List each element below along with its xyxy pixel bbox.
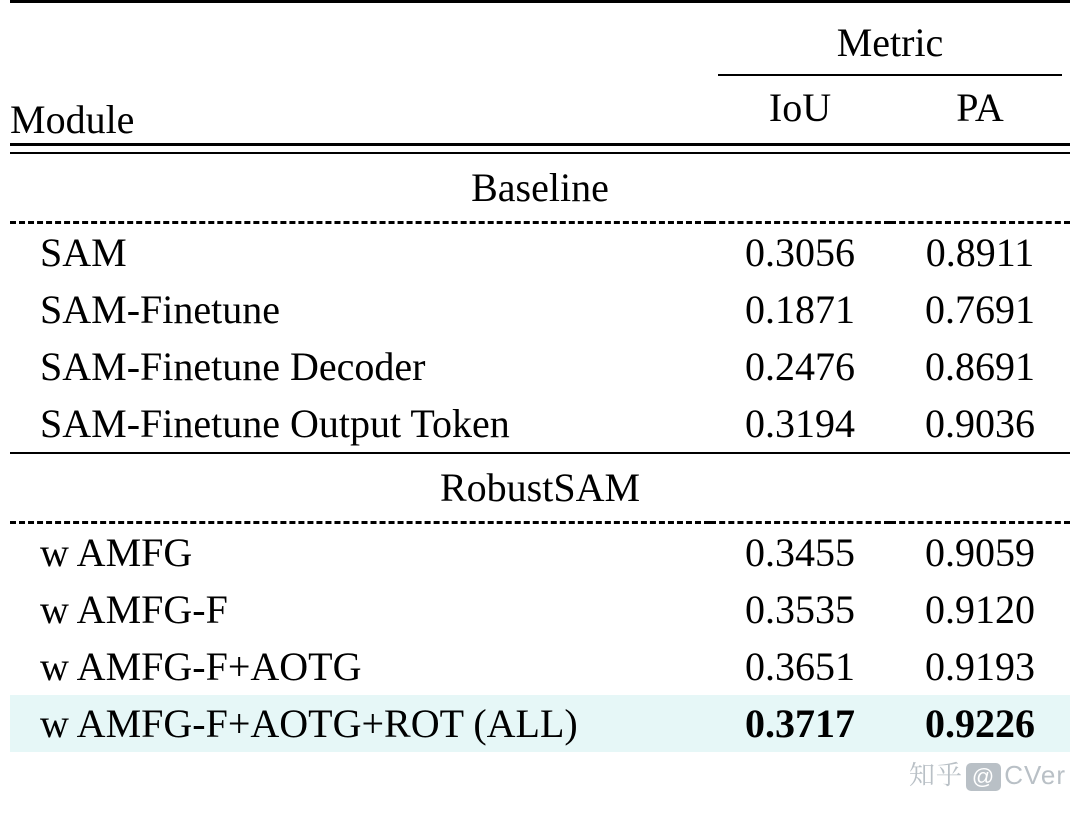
row-name: SAM <box>40 230 127 275</box>
table-row <box>10 524 1070 581</box>
row-name-text: w AMFG-F+AOTG+ROT (ALL) <box>40 701 578 746</box>
row-iou: 0.3651 <box>745 644 855 689</box>
table-row <box>10 395 1070 453</box>
table-row <box>10 338 1070 395</box>
row-name: w AMFG-F+AOTG <box>40 644 362 689</box>
row-iou: 0.3717 <box>745 701 855 746</box>
section-title-baseline: Baseline <box>471 165 609 210</box>
row-iou: 0.1871 <box>745 287 855 332</box>
row-iou: 0.3056 <box>745 230 855 275</box>
header-metric-group <box>710 2 1070 77</box>
row-iou: 0.3194 <box>745 401 855 446</box>
row-pa: 0.8911 <box>925 230 1035 275</box>
section-title-row <box>10 153 1070 223</box>
row-name: w AMFG <box>40 530 193 575</box>
ablation-table <box>10 0 1070 752</box>
header-row <box>10 2 1070 77</box>
table-row <box>10 581 1070 638</box>
section-title-row <box>10 454 1070 523</box>
watermark <box>909 755 1066 792</box>
row-pa: 0.9120 <box>925 587 1035 632</box>
header-pa: PA <box>956 85 1004 130</box>
table-row <box>10 281 1070 338</box>
table-row <box>10 224 1070 281</box>
row-iou: 0.3455 <box>745 530 855 575</box>
section-title-robustsam: RobustSAM <box>439 465 641 510</box>
row-iou: 0.2476 <box>745 344 855 389</box>
row-pa: 0.7691 <box>925 287 1035 332</box>
watermark-logo: @ <box>966 763 1001 791</box>
row-name: SAM-Finetune Decoder <box>40 344 426 389</box>
row-pa: 0.9226 <box>925 701 1035 746</box>
row-name: SAM-Finetune Output Token <box>40 401 510 446</box>
row-name: SAM-Finetune <box>40 287 280 332</box>
watermark-suffix: CVer <box>1004 760 1066 790</box>
table-body <box>10 2 1070 753</box>
row-pa: 0.9059 <box>925 530 1035 575</box>
table-row-highlighted <box>10 695 1070 752</box>
rule-after-header <box>10 145 1070 154</box>
header-metric-label: Metric <box>836 20 944 65</box>
row-pa: 0.8691 <box>925 344 1035 389</box>
row-iou: 0.3535 <box>745 587 855 632</box>
watermark-prefix: 知乎 <box>908 760 963 790</box>
row-name <box>10 695 710 752</box>
row-name: w AMFG-F <box>40 587 228 632</box>
header-module: Module <box>10 97 135 142</box>
table-row <box>10 638 1070 695</box>
row-pa: 0.9036 <box>925 401 1035 446</box>
header-iou: IoU <box>768 85 832 130</box>
row-pa: 0.9193 <box>925 644 1035 689</box>
